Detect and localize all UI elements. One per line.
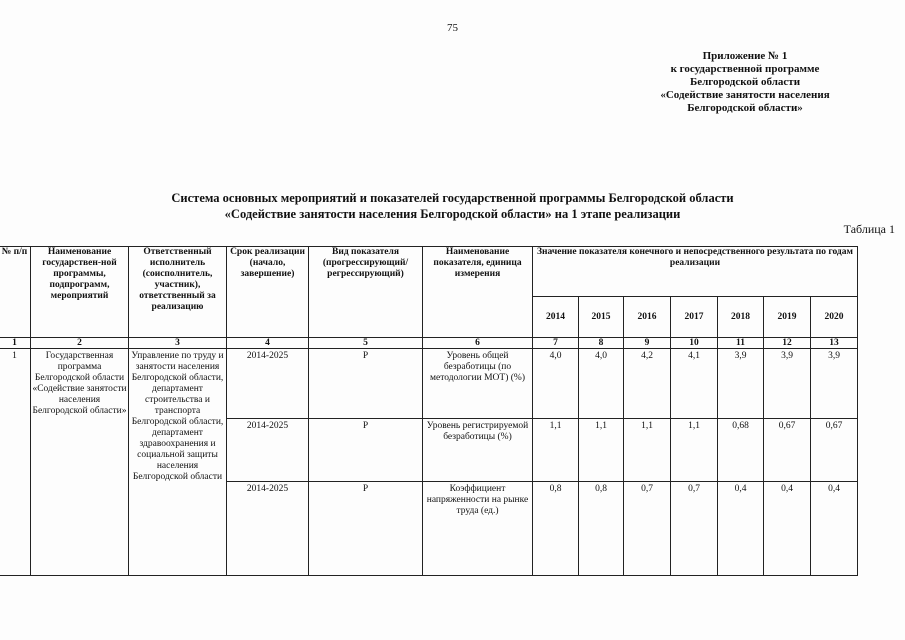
column-number: 10 [671, 338, 718, 349]
column-number: 4 [227, 338, 309, 349]
indicator-type: Р [309, 418, 423, 481]
header-program-name: Наименование государствен-ной программы, подпрограмм, мероприятий [31, 247, 129, 338]
indicator-name: Коэффициент напряженности на рынке труда (ед.) [423, 481, 533, 575]
table-row [0, 349, 858, 419]
header-indicator-type: Вид показателя (прогрессирующий/ регрессирующий) [309, 247, 423, 338]
indicator-term: 2014-2025 [227, 418, 309, 481]
indicator-value: 0,8 [533, 481, 579, 575]
header-year: 2018 [718, 297, 764, 338]
indicator-value: 0,8 [579, 481, 624, 575]
program-name: Государственная программа Белгородской области «Содействие занятости населения Белгородской области» [31, 349, 129, 576]
header-term: Срок реализации (начало, завершение) [227, 247, 309, 338]
indicator-value: 0,7 [671, 481, 718, 575]
indicator-type: Р [309, 349, 423, 419]
indicator-value: 0,4 [764, 481, 811, 575]
indicator-value: 4,0 [579, 349, 624, 419]
appendix-line: Белгородской области [689, 76, 801, 88]
indicator-name: Уровень регистрируемой безработицы (%) [423, 418, 533, 481]
program-number: 1 [0, 349, 31, 576]
indicator-value: 0,7 [624, 481, 671, 575]
column-number: 2 [31, 338, 129, 349]
header-year: 2014 [533, 297, 579, 338]
document-title [60, 190, 845, 222]
column-number: 8 [579, 338, 624, 349]
header-year: 2020 [811, 297, 858, 338]
indicator-value: 4,2 [624, 349, 671, 419]
header-year: 2019 [764, 297, 811, 338]
indicator-value: 1,1 [624, 418, 671, 481]
header-indicator-name: Наименование показателя, единица измерения [423, 247, 533, 338]
appendix-line: Приложение № 1 [702, 50, 788, 62]
indicator-value: 1,1 [671, 418, 718, 481]
indicator-value: 4,1 [671, 349, 718, 419]
indicator-value: 3,9 [718, 349, 764, 419]
appendix-line: «Содействие занятости населения [660, 89, 830, 101]
header-values-group: Значение показателя конечного и непосредственного результата по годам реализации [533, 247, 858, 297]
header-year: 2015 [579, 297, 624, 338]
indicator-value: 3,9 [811, 349, 858, 419]
indicator-value: 0,4 [718, 481, 764, 575]
indicator-value: 0,68 [718, 418, 764, 481]
indicator-value: 1,1 [579, 418, 624, 481]
title-line: Система основных мероприятий и показателей государственной программы Белгородской области [171, 191, 734, 205]
appendix-heading [600, 50, 890, 115]
indicator-value: 3,9 [764, 349, 811, 419]
table-label: Таблица 1 [843, 222, 895, 236]
column-number: 1 [0, 338, 31, 349]
indicator-name: Уровень общей безработицы (по методологии МОТ) (%) [423, 349, 533, 419]
title-line: «Содействие занятости населения Белгородской области» на 1 этапе реализации [224, 207, 681, 221]
indicator-value: 1,1 [533, 418, 579, 481]
appendix-line: к государственной программе [670, 63, 820, 75]
indicators-table [0, 246, 858, 576]
column-number: 13 [811, 338, 858, 349]
column-number: 5 [309, 338, 423, 349]
program-executor: Управление по труду и занятости населения Белгородской области, департамент строительства и транспорта Белгородской области, департамент здравоохранения и социальной защиты населения Белгородской области [129, 349, 227, 576]
header-year: 2017 [671, 297, 718, 338]
indicator-value: 4,0 [533, 349, 579, 419]
column-number: 7 [533, 338, 579, 349]
indicator-term: 2014-2025 [227, 349, 309, 419]
indicator-term: 2014-2025 [227, 481, 309, 575]
appendix-line: Белгородской области» [687, 102, 803, 114]
indicator-value: 0,4 [811, 481, 858, 575]
header-num: № п/п [0, 247, 31, 338]
column-number: 9 [624, 338, 671, 349]
indicator-value: 0,67 [811, 418, 858, 481]
column-number: 3 [129, 338, 227, 349]
column-number: 11 [718, 338, 764, 349]
column-number: 6 [423, 338, 533, 349]
indicator-value: 0,67 [764, 418, 811, 481]
page-number: 75 [447, 22, 458, 34]
column-number: 12 [764, 338, 811, 349]
indicator-type: Р [309, 481, 423, 575]
header-year: 2016 [624, 297, 671, 338]
header-executor: Ответственный исполнитель (соисполнитель, участник), ответственный за реализацию [129, 247, 227, 338]
